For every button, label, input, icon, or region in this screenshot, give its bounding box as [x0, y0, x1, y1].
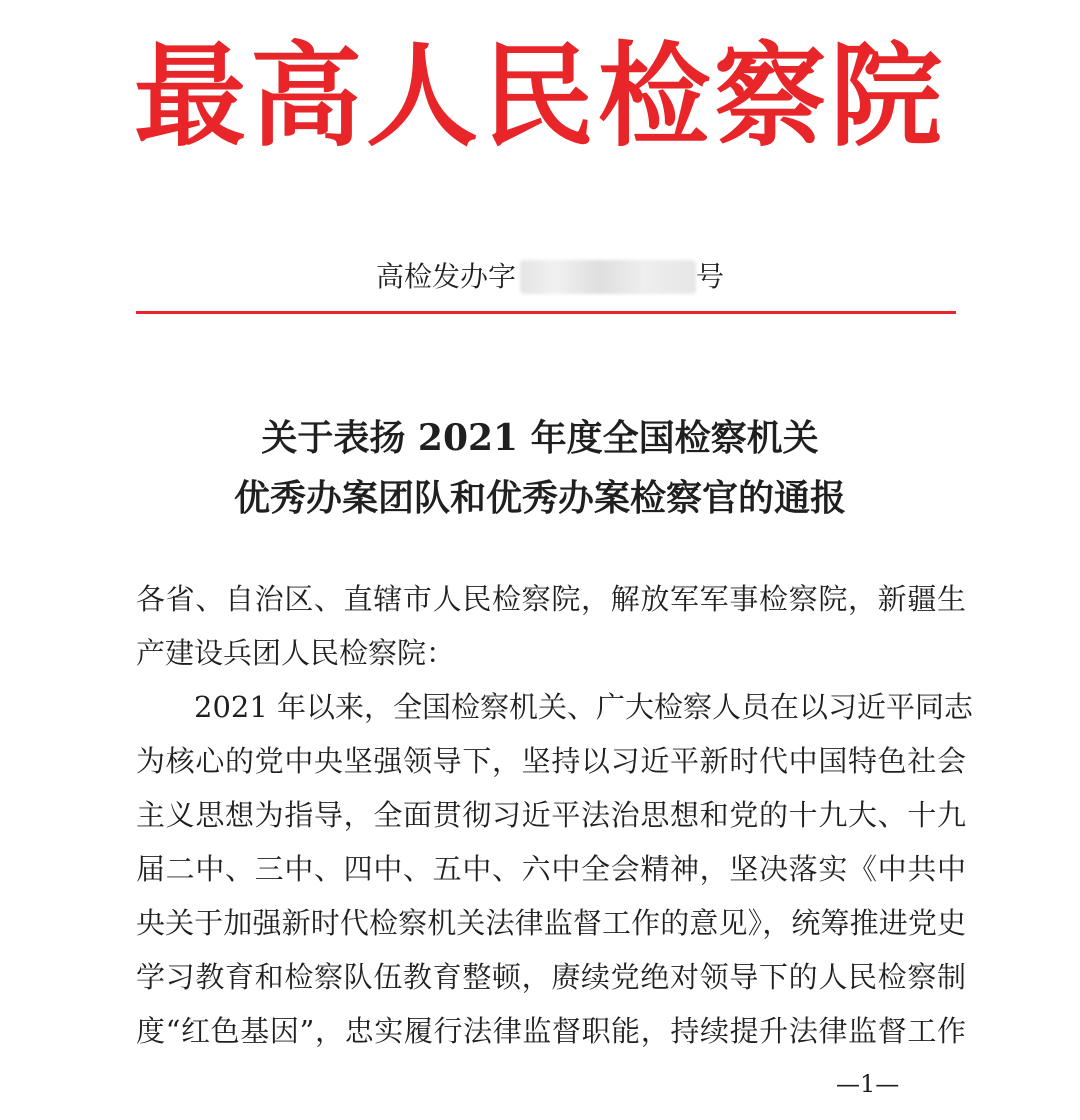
- page-number: —1—: [836, 1070, 900, 1098]
- body-line-6: 届二中、三中、四中、五中、六中全会精神，坚决落实《中共中: [136, 852, 966, 886]
- issuer-header: 最高人民检察院: [134, 31, 946, 162]
- body-line-5: 主义思想为指导，全面贯彻习近平法治思想和党的十九大、十九: [136, 798, 966, 832]
- document-body: [136, 572, 974, 1058]
- body-line-3: 2021 年以来，全国检察机关、广大检察人员在以习近平同志: [194, 690, 974, 724]
- body-line-9: 度“红色基因”，忠实履行法律监督职能，持续提升法律监督工作: [136, 1014, 966, 1048]
- body-line-8: 学习教育和检察队伍教育整顿，赓续党绝对领导下的人民检察制: [136, 960, 966, 994]
- document-number: [0, 252, 1080, 302]
- red-divider-line: [136, 311, 956, 314]
- title-line-1: 关于表扬 2021 年度全国检察机关: [261, 417, 819, 459]
- body-line-1: 各省、自治区、直辖市人民检察院，解放军军事检察院，新疆生: [136, 582, 966, 616]
- document-number-suffix: 号: [696, 260, 725, 293]
- body-line-7: 央关于加强新时代检察机关法律监督工作的意见》，统筹推进党史: [136, 906, 966, 940]
- redacted-number: [520, 260, 696, 294]
- document-number-prefix: 高检发办字: [376, 260, 517, 293]
- body-line-4: 为核心的党中央坚强领导下，坚持以习近平新时代中国特色社会: [136, 744, 966, 778]
- document-title: [0, 408, 1080, 528]
- body-line-2: 产建设兵团人民检察院：: [136, 636, 456, 670]
- title-line-2: 优秀办案团队和优秀办案检察官的通报: [233, 477, 846, 519]
